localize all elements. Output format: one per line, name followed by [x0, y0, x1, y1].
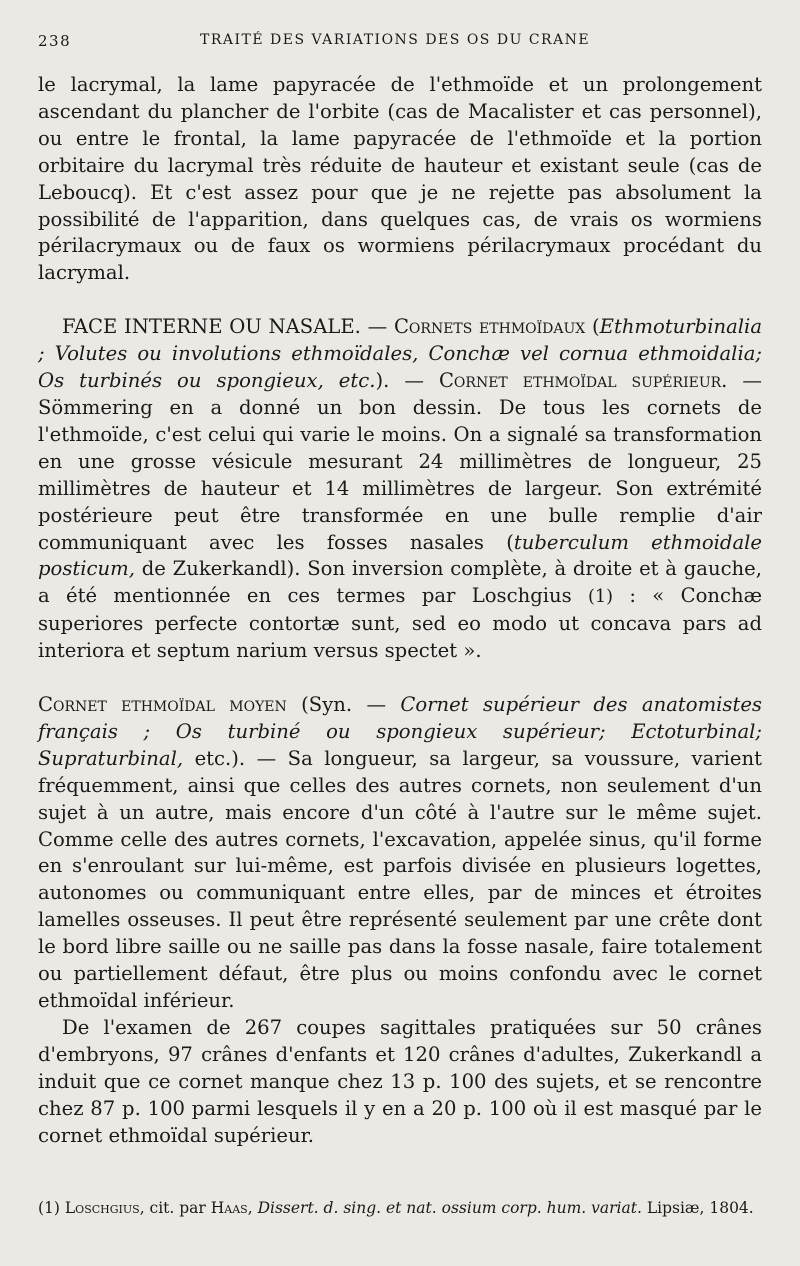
- dash: —: [360, 315, 394, 339]
- footnote-place-year: Lipsiæ, 1804.: [641, 1199, 754, 1217]
- page-number: 238: [38, 32, 72, 50]
- subheading-cornet-superieur: Cornet ethmoïdal supérieur.: [438, 369, 728, 393]
- body-text: [38, 72, 762, 1149]
- paren-close: ). —: [375, 369, 439, 393]
- text-cornet-superieur: — Sömmering en a donné un bon dessin. De tous les cornets de l'ethmoïde, c'est celui qui varie le moins. On a signalé sa transformation en une grosse vésicule mesurant 24 millimètres de longueur, 25 millimètres de hauteur et 14 millimètres de largeur. Son extrémité postérieure peut être transformée en une bulle remplie d'air communiquant avec les fosses nasales (: [38, 369, 762, 554]
- subheading-cornets-ethmoidaux: Cornets ethmoïdaux: [393, 315, 586, 339]
- page-header: [38, 30, 762, 54]
- footnote-marker: (1): [38, 1199, 65, 1217]
- section-heading-face-interne: FACE INTERNE OU NASALE.: [62, 315, 361, 339]
- footnote-author: Loschgius: [64, 1199, 140, 1217]
- text-inversion: de Zukerkandl). Son inversion complète, à droite et à gauche, a été mentionnée en ces termes par Loschgius: [38, 557, 762, 608]
- tuberculum-term: tuberculum ethmoidale posticum,: [38, 530, 763, 581]
- footnote-cited-by: , cit. par: [139, 1199, 211, 1217]
- footnote-sep: ,: [247, 1199, 258, 1217]
- paragraph-zukerkandl: De l'examen de 267 coupes sagittales pratiquées sur 50 crânes d'embryons, 97 crânes d'enfants et 120 crânes d'adultes, Zukerkandl a induit que ce cornet manque chez 13 p. 100 des sujets, et se rencontre chez 87 p. 100 parmi lesquels il y en a 20 p. 100 où il est masqué par le cornet ethmoïdal supérieur.: [38, 1015, 762, 1147]
- footnote: [38, 1197, 762, 1219]
- footnote-reference[interactable]: (1): [588, 587, 613, 608]
- section-heading-cornet-moyen: Cornet ethmoïdal moyen: [38, 693, 287, 717]
- paragraph-cornet-moyen: [38, 692, 762, 1015]
- synonyms-cornet-moyen: Cornet supérieur des anatomistes français ; Os turbiné ou spongieux supérieur; Ectoturbinal; Supraturbinal,: [38, 693, 762, 770]
- footnote-cited-author: Haas: [210, 1199, 248, 1217]
- paragraph-lacrymal: le lacrymal, la lame papyracée de l'ethmoïde et un prolongement ascendant du plancher de l'orbite (cas de Macalister et cas personnel), ou entre le frontal, la lame papyracée de l'ethmoïde et la portion orbitaire du lacrymal très réduite de hauteur et existant seule (cas de Leboucq). Et c'est assez pour que je ne rejette pas absolument la possibilité de l'apparition, dans quelques cas, de vrais os wormiens périlacrymaux ou de faux os wormiens périlacrymaux procédant du lacrymal.: [38, 73, 762, 285]
- paren-open: (: [585, 315, 600, 339]
- running-title: TRAITÉ DES VARIATIONS DES OS DU CRANE: [200, 32, 591, 48]
- synonyms-cornets: Ethmoturbinalia ; Volutes ou involutions ethmoïdales, Conchæ vel cornua ethmoidalia; Os turbinés ou spongieux, etc.: [38, 315, 762, 393]
- text-cornet-moyen: — Sa longueur, sa largeur, sa voussure, varient fréquemment, ainsi que celles des autres cornets, non seulement d'un sujet à un autre, mais encore d'un côté à l'autre sur le même sujet. Comme celle des autres cornets, l'excavation, appelée sinus, qu'il forme en s'enroulant sur lui-même, est parfois divisée en plusieurs logettes, autonomes ou communiquant entre elles, par de minces et étroites lamelles osseuses. Il peut être représenté seulement par une crête dont le bord libre saille ou ne saille pas dans la fosse nasale, faire totalement ou partiellement défaut, être plus ou moins confondu avec le cornet ethmoïdal inférieur.: [38, 746, 763, 1012]
- syn-open: (Syn. —: [286, 693, 401, 717]
- latin-quote: : « Conchæ superiores perfecte contortæ sunt, sed eo modo ut concava pars ad interiora et septum narium versus spectet ».: [38, 584, 762, 663]
- syn-close: etc.).: [183, 746, 246, 770]
- paragraph-face-interne: [38, 314, 762, 665]
- footnote-title: Dissert. d. sing. et nat. ossium corp. hum. variat.: [257, 1199, 642, 1217]
